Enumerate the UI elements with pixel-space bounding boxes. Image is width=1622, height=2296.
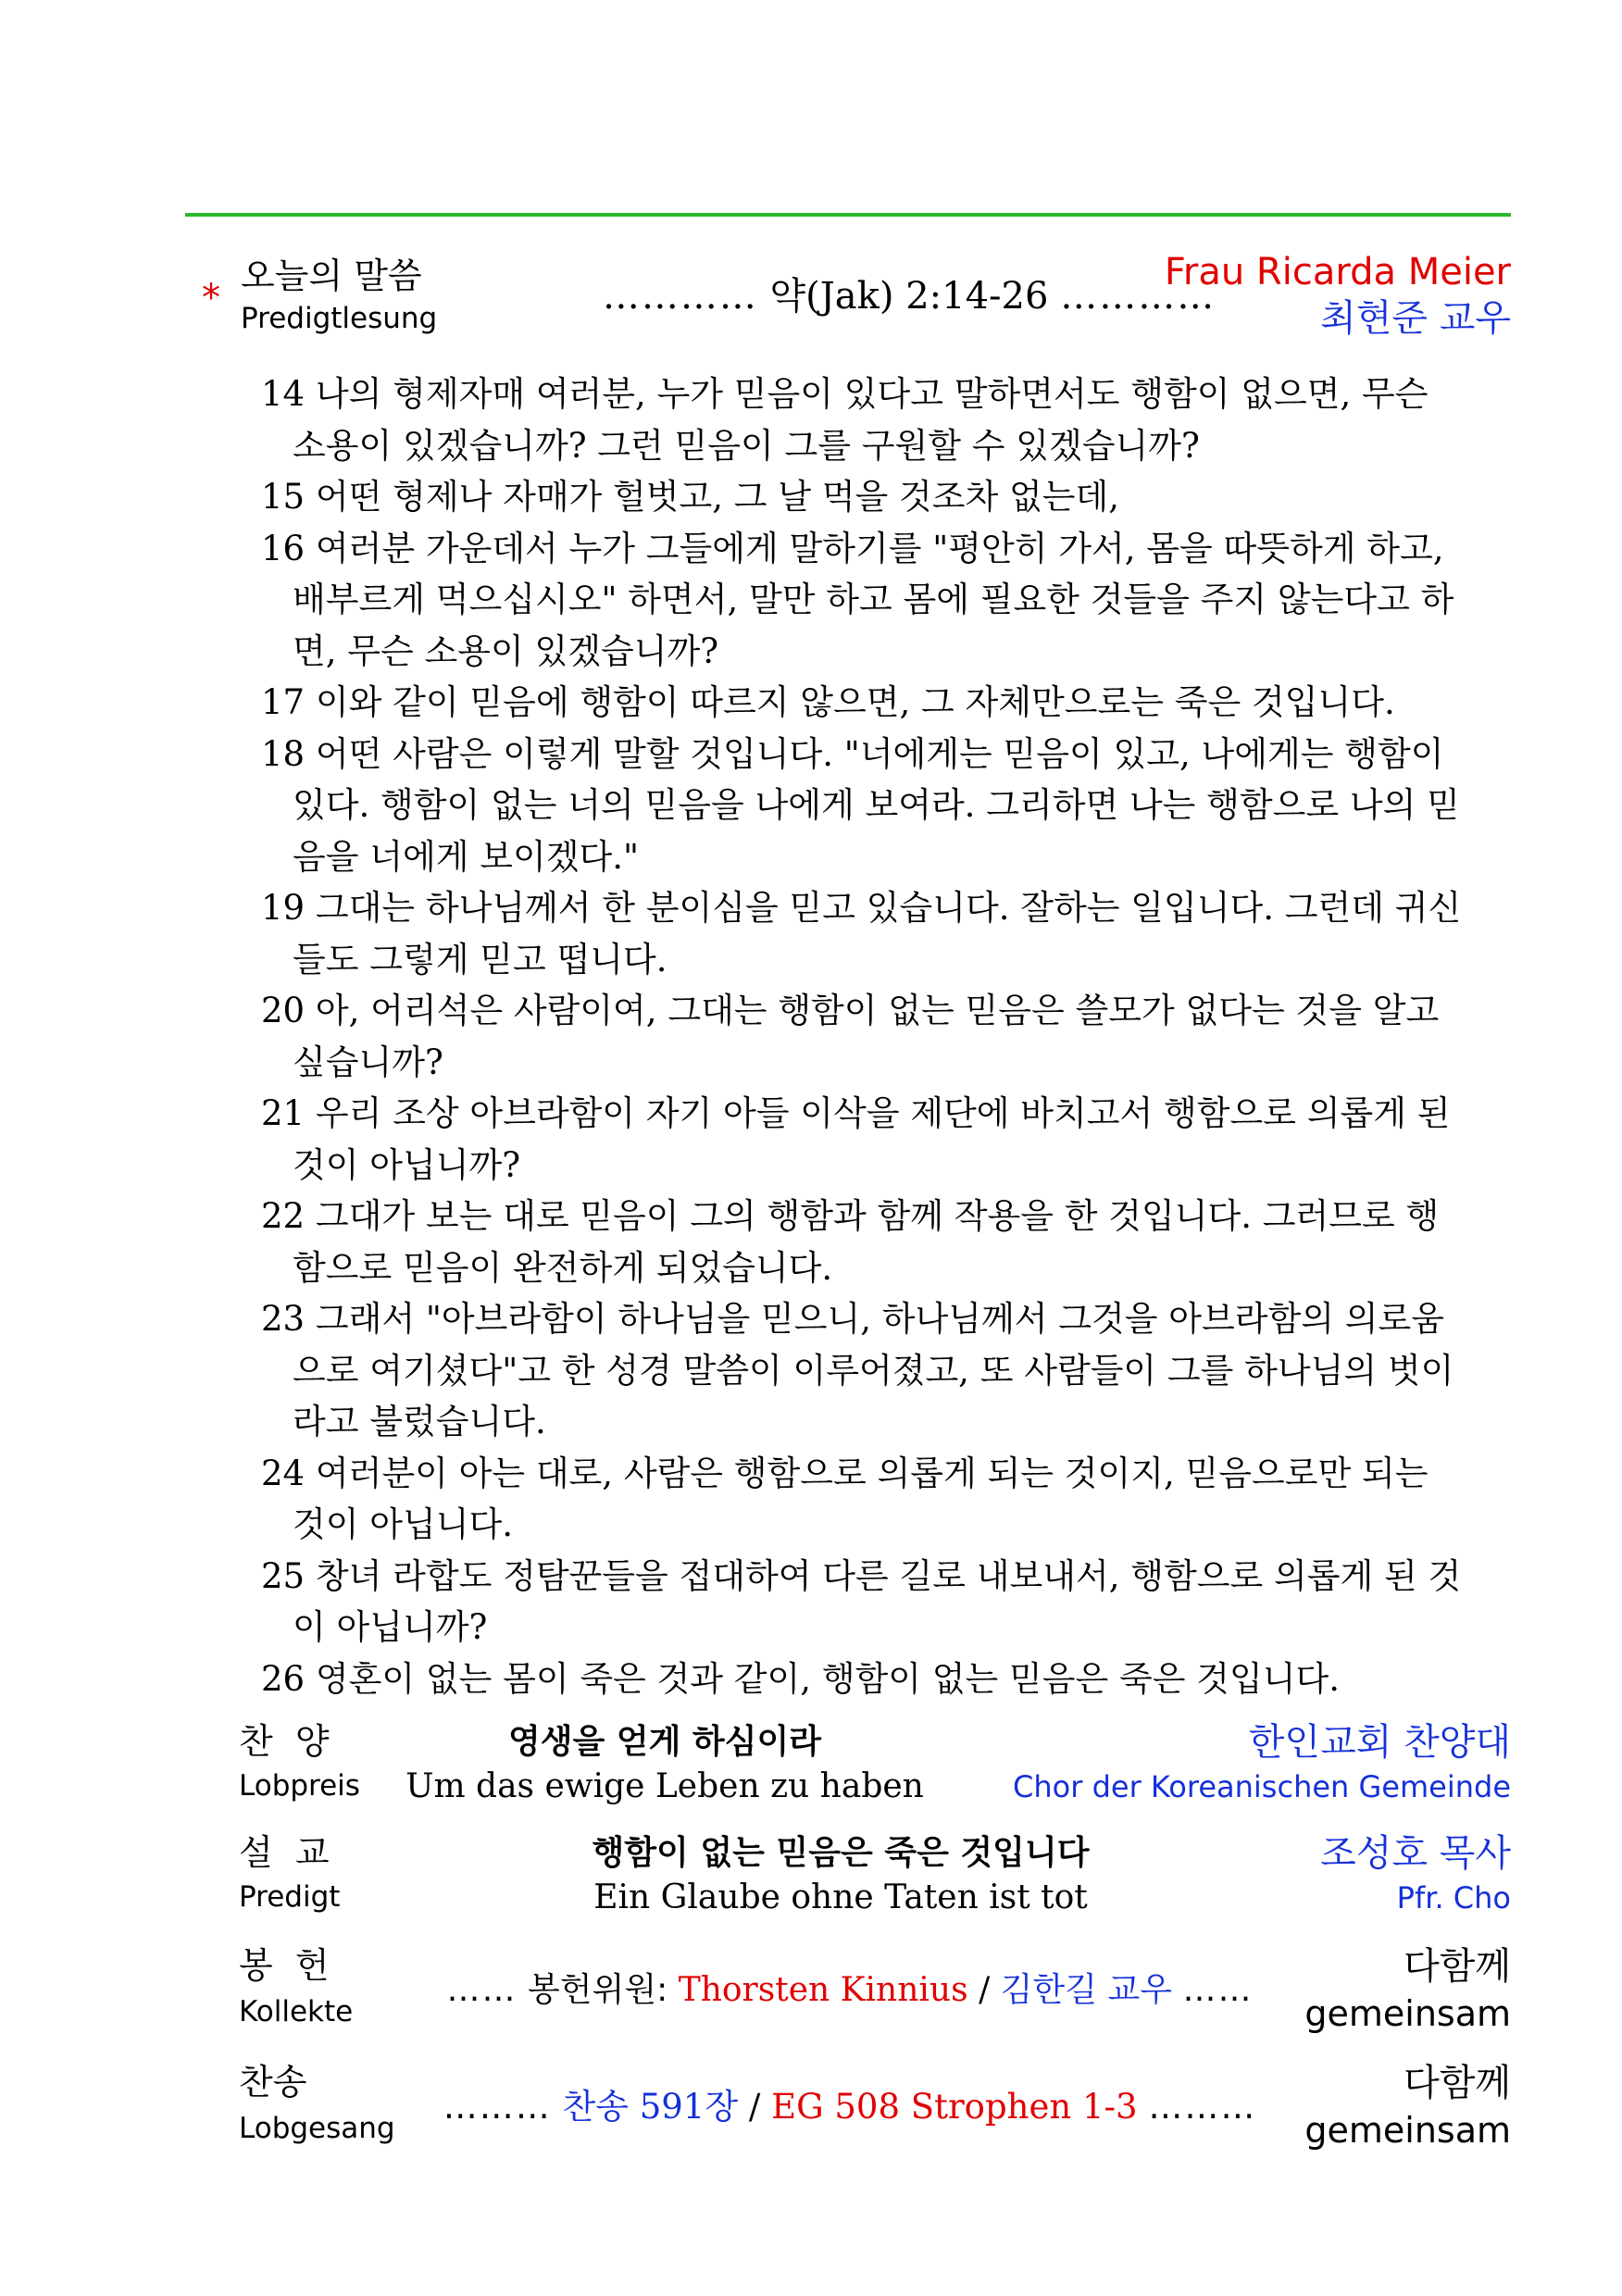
lobgesang-label-ko: 찬송 <box>239 2062 307 2103</box>
verse-15: 15 어떤 형제나 자매가 헐벗고, 그 날 먹을 것조차 없는데, <box>261 477 1120 517</box>
hymn-number-ko: 찬송 591장 <box>562 2087 739 2127</box>
kollekte-all-ko: 다함께 <box>1404 1945 1511 1988</box>
kollekte-label-ko: 봉 헌 <box>239 1945 330 1986</box>
section-kollekte <box>239 1944 1511 2037</box>
verse-18: 18 어떤 사람은 이렇게 말할 것입니다. "너에게는 믿음이 있고, 나에게는 행함이 있다. 행함이 없는 너의 믿음을 나에게 보여라. 그리하면 나는 행함으로 나의 믿음을 너에게 보이겠다." <box>261 733 1460 877</box>
hymn-line <box>406 2085 1294 2129</box>
preacher-name-ko: 조성호 목사 <box>1320 1832 1511 1875</box>
offering-member-ko: 김한길 교우 <box>1000 1971 1172 2009</box>
verse-24: 24 여러분이 아는 대로, 사람은 행함으로 의롭게 되는 것이지, 믿음으로만 되는 것이 아닙니다. <box>261 1453 1429 1544</box>
hymn-separator: / <box>748 2087 761 2127</box>
lobpreis-title-ko: 영생을 얻게 하심이라 <box>507 1723 822 1761</box>
verse-20: 20 아, 어리석은 사람이여, 그대는 행함이 없는 믿음은 쓸모가 없다는 것을 알고 싶습니까? <box>261 991 1440 1082</box>
verse-22: 22 그대가 보는 대로 믿음이 그의 행함과 함께 작용을 한 것입니다. 그러므로 행함으로 믿음이 완전하게 되었습니다. <box>261 1196 1440 1288</box>
verse-21: 21 우리 조상 아브라함이 자기 아들 이삭을 제단에 바치고서 행함으로 의롭게 된 것이 아닙니까? <box>261 1093 1451 1185</box>
verse-14: 14 나의 형제자매 여러분, 누가 믿음이 있다고 말하면서도 행함이 없으면, 무슨 소용이 있겠습니까? 그런 믿음이 그를 구원할 수 있겠습니까? <box>261 374 1429 466</box>
verse-26: 26 영혼이 없는 몸이 죽은 것과 같이, 행함이 없는 믿음은 죽은 것입니다. <box>261 1658 1341 1699</box>
section-lobpreis <box>239 1720 1511 1813</box>
predigt-label-de: Predigt <box>239 1880 341 1914</box>
reading-title-de: Predigtlesung <box>241 302 438 335</box>
leader-dots: ……… <box>443 2087 552 2127</box>
leader-dots: …… <box>1182 1971 1254 2009</box>
reader-name-de: Frau Ricarda Meier <box>1164 251 1511 293</box>
sermon-title-de: Ein Glaube ohne Taten ist tot <box>593 1878 1088 1916</box>
kollekte-all-de: gemeinsam <box>1304 1993 1511 2034</box>
offering-prefix: 봉헌위원: <box>528 1971 668 2009</box>
leader-dots: ……… <box>1148 2087 1257 2127</box>
kollekte-label-de: Kollekte <box>239 1995 354 2028</box>
top-divider <box>185 213 1511 217</box>
lobpreis-performer-de: Chor der Koreanischen Gemeinde <box>1013 1769 1511 1804</box>
lobpreis-label-ko: 찬 양 <box>239 1721 330 1762</box>
kollekte-line <box>387 1968 1313 2013</box>
section-lobgesang <box>239 2061 1511 2153</box>
lobpreis-performer-ko: 한인교회 찬양대 <box>1248 1721 1511 1764</box>
lobgesang-label-de: Lobgesang <box>239 2112 395 2145</box>
lobgesang-all-de: gemeinsam <box>1304 2110 1511 2151</box>
verse-16: 16 여러분 가운데서 누가 그들에게 말하기를 "평안히 가서, 몸을 따뜻하게 하고, 배부르게 먹으십시오" 하면서, 말만 하고 몸에 필요한 것들을 주지 않는다고 하면, 무슨 소용이 있겠습니까? <box>261 528 1454 671</box>
lobpreis-label-de: Lobpreis <box>239 1769 360 1803</box>
reading-header <box>196 248 1511 350</box>
leader-dots: …… <box>446 1971 518 2009</box>
verse-25: 25 창녀 라합도 정탐꾼들을 접대하여 다른 길로 내보내서, 행함으로 의롭게 된 것이 아닙니까? <box>261 1555 1462 1647</box>
offering-member-de: Thorsten Kinnius <box>678 1971 968 2009</box>
preacher-name-de: Pfr. Cho <box>1396 1880 1511 1915</box>
verse-23: 23 그래서 "아브라함이 하나님을 믿으니, 하나님께서 그것을 아브라함의 의로움으로 여기셨다"고 한 성경 말씀이 이루어졌고, 또 사람들이 그를 하나님의 벗이라고 불렀습니다. <box>261 1299 1454 1441</box>
lobgesang-all-ko: 다함께 <box>1404 2062 1511 2104</box>
leader-dots: ………… <box>1060 275 1216 318</box>
asterisk-marker: * <box>202 277 220 319</box>
predigt-label-ko: 설 교 <box>239 1832 330 1873</box>
scripture-reference: 약(Jak) 2:14-26 <box>769 275 1049 318</box>
name-separator: / <box>979 1971 991 2009</box>
verse-list <box>261 368 1465 1704</box>
hymn-number-de: EG 508 Strophen 1-3 <box>771 2087 1138 2127</box>
leader-dots: ………… <box>602 275 758 318</box>
verse-17: 17 이와 같이 믿음에 행함이 따르지 않으면, 그 자체만으로는 죽은 것입니다. <box>261 682 1395 722</box>
sermon-title-ko: 행함이 없는 믿음은 죽은 것입니다 <box>592 1834 1090 1872</box>
lobpreis-title-de: Um das ewige Leben zu haben <box>406 1767 924 1805</box>
reading-title-ko: 오늘의 말씀 <box>241 256 422 296</box>
section-predigt <box>239 1831 1511 1924</box>
reader-name-ko: 최현준 교우 <box>1320 297 1511 340</box>
verse-19: 19 그대는 하나님께서 한 분이심을 믿고 있습니다. 잘하는 일입니다. 그런데 귀신들도 그렇게 믿고 떱니다. <box>261 888 1462 980</box>
